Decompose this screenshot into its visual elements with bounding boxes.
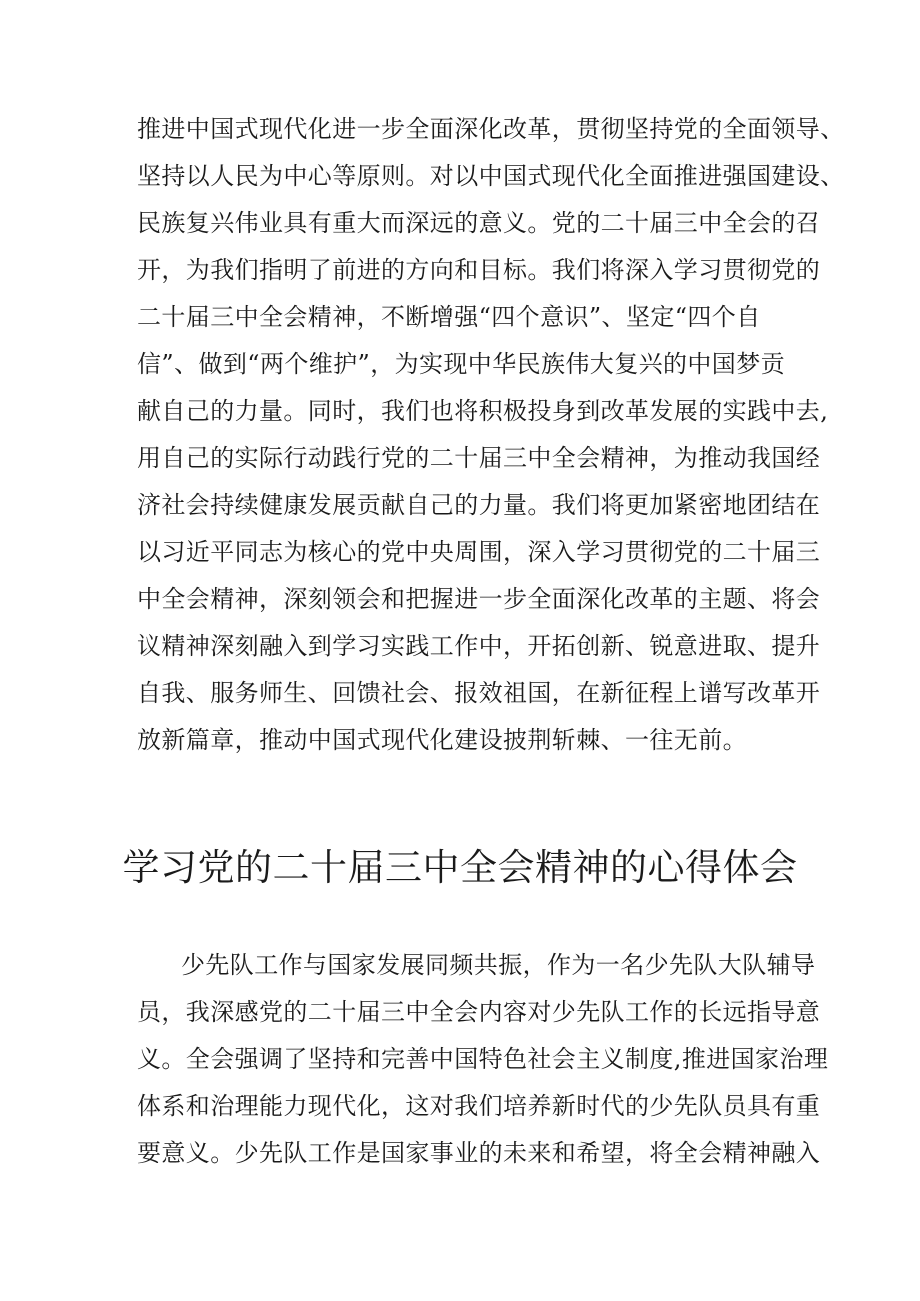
text-line: 员，我深感党的二十届三中全会内容对少先队工作的长远指导意 bbox=[137, 998, 821, 1026]
text-line: 推进中国式现代化进一步全面深化改革，贯彻坚持党的全面领导、 bbox=[137, 115, 845, 143]
text-line: 济社会持续健康发展贡献自己的力量。我们将更加紧密地团结在 bbox=[137, 491, 821, 519]
paragraph-continued bbox=[137, 106, 845, 764]
text-line: 自我、服务师生、回馈社会、报效祖国，在新征程上谱写改革开 bbox=[137, 679, 821, 707]
text-line: 民族复兴伟业具有重大而深远的意义。党的二十届三中全会的召 bbox=[137, 209, 821, 237]
text-line: 要意义。少先队工作是国家事业的未来和希望，将全会精神融入 bbox=[137, 1139, 821, 1167]
text-line: 体系和治理能力现代化，这对我们培养新时代的少先队员具有重 bbox=[137, 1092, 821, 1120]
text-line: 二十届三中全会精神，不断增强“四个意识”、坚定“四个自 bbox=[137, 303, 761, 331]
section-heading: 学习党的二十届三中全会精神的心得体会 bbox=[122, 846, 798, 889]
text-line: 少先队工作与国家发展同频共振，作为一名少先队大队辅导 bbox=[181, 951, 816, 979]
text-line: 坚持以人民为中心等原则。对以中国式现代化全面推进强国建设、 bbox=[137, 162, 845, 190]
text-line: 中全会精神，深刻领会和把握进一步全面深化改革的主题、将会 bbox=[137, 585, 821, 613]
text-line: 议精神深刻融入到学习实践工作中，开拓创新、锐意进取、提升 bbox=[137, 632, 821, 660]
text-line: 开，为我们指明了前进的方向和目标。我们将深入学习贯彻党的 bbox=[137, 256, 821, 284]
text-line: 放新篇章，推动中国式现代化建设披荆斩棘、一往无前。 bbox=[137, 726, 747, 754]
text-line: 献自己的力量。同时，我们也将积极投身到改革发展的实践中去, bbox=[137, 397, 829, 425]
paragraph-intro bbox=[137, 942, 829, 1177]
text-line: 信”、做到“两个维护”，为实现中华民族伟大复兴的中国梦贡 bbox=[137, 350, 786, 378]
text-line: 义。全会强调了坚持和完善中国特色社会主义制度,推进国家治理 bbox=[137, 1045, 829, 1073]
text-line: 以习近平同志为核心的党中央周围，深入学习贯彻党的二十届三 bbox=[137, 538, 821, 566]
text-line: 用自己的实际行动践行党的二十届三中全会精神，为推动我国经 bbox=[137, 444, 821, 472]
